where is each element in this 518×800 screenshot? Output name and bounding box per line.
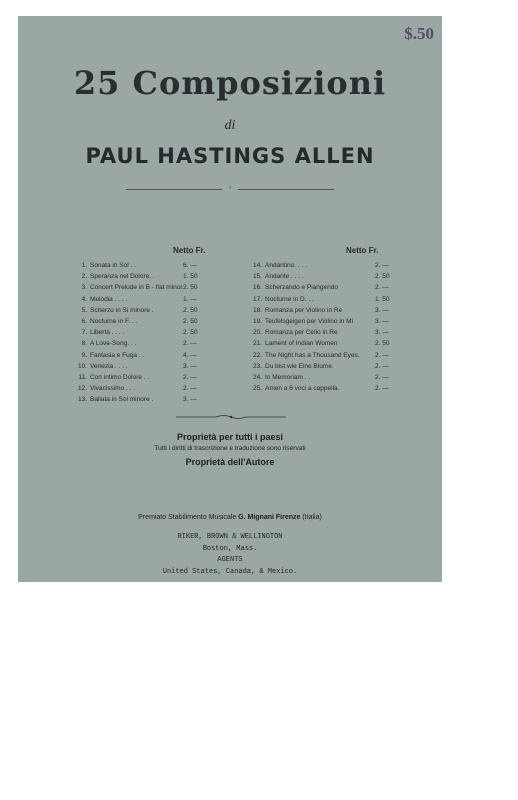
item-number: 6.: [81, 317, 87, 325]
list-item: [248, 350, 438, 361]
item-number: 22.: [252, 351, 262, 359]
agent-city: Boston, Mass.: [202, 545, 258, 553]
item-price: 4. —: [183, 351, 197, 359]
list-item: [73, 305, 273, 316]
list-item: [248, 305, 438, 316]
ornamental-rule-icon: [176, 414, 286, 420]
list-item: [73, 350, 273, 361]
item-price: 2. —: [183, 340, 197, 348]
item-price: 2. 50: [375, 273, 390, 281]
item-title: Romanza per Violino in Re: [265, 306, 343, 314]
divider-ornament-icon: ◦: [228, 183, 232, 192]
rights-line-2: Tutti i diritti di trascrizione e traduzione sono riservati: [154, 445, 306, 452]
item-number: 16.: [252, 284, 262, 292]
title-connector: di: [224, 118, 236, 133]
item-title: Libertà . . . .: [90, 329, 125, 337]
item-number: 9.: [81, 351, 87, 359]
item-title: Amen a 6 voci a cappella.: [265, 385, 340, 393]
item-price: 2. —: [375, 351, 389, 359]
list-item: [248, 327, 438, 338]
item-price: 2. —: [375, 385, 389, 393]
item-title: Concert Prelude in B - flat minor: [90, 284, 183, 292]
item-title: Romanza per Cello in Re: [265, 329, 338, 337]
item-number: 4.: [81, 295, 87, 303]
item-title: Lament of Indian Women: [265, 340, 338, 348]
list-item: [248, 282, 438, 293]
item-number: 21.: [252, 340, 262, 348]
list-item: [73, 271, 273, 282]
list-item: [73, 282, 273, 293]
works-list-right: [248, 246, 438, 394]
item-price: 2. —: [375, 284, 389, 292]
item-price: 3. —: [375, 306, 389, 314]
agent-name: RIKER, BROWN & WELLINGTON: [177, 533, 283, 541]
item-title: The Night has a Thousand Eyes.: [265, 351, 360, 359]
item-title: Con intimo Dolore . .: [90, 373, 150, 381]
list-item: [248, 294, 438, 305]
item-title: Melodia . . . .: [90, 295, 128, 303]
item-title: Vivacissimo . . .: [90, 385, 136, 393]
item-title: In Memoriam . .: [265, 373, 311, 381]
item-title: Sonata in Sol . .: [90, 262, 136, 269]
publisher-name: G. Mignani Firenze: [238, 514, 301, 521]
item-title: Nocturne in F. . .: [90, 317, 138, 325]
list-item: [73, 260, 273, 271]
works-list-left: [73, 246, 273, 405]
item-title: Du bist wie Eine Blume.: [265, 362, 334, 370]
item-title: A Love-Song. . .: [90, 340, 137, 348]
item-price: 2. 50: [183, 284, 198, 292]
list-item: [248, 383, 438, 394]
item-title: Nocturne in D. . .: [265, 295, 314, 303]
item-number: 24.: [252, 373, 262, 381]
publisher-prefix: Premiato Stabilimento Musicale: [138, 514, 239, 521]
item-number: 12.: [77, 385, 87, 393]
item-price: 2. —: [183, 373, 197, 381]
list-item: [73, 383, 273, 394]
publisher-line: [18, 514, 442, 521]
cover-page: [18, 16, 442, 582]
composer-name: PAUL HASTINGS ALLEN: [85, 144, 375, 168]
item-number: 11.: [78, 373, 87, 381]
item-title: Speranza nel Dolore. .: [90, 273, 155, 281]
item-number: 23.: [252, 362, 262, 370]
list-item: [248, 361, 438, 372]
item-price: 2. 50: [375, 340, 390, 348]
list-item: [248, 271, 438, 282]
page-title: 25 Composizioni: [73, 64, 387, 102]
item-number: 5.: [81, 306, 87, 314]
item-price: 2. —: [375, 362, 389, 370]
item-number: 18.: [252, 306, 262, 314]
item-number: 13.: [77, 396, 87, 404]
item-number: 20.: [252, 329, 262, 337]
divider-right: [238, 189, 334, 190]
rights-line-3: Proprietà dell'Autore: [185, 457, 275, 467]
item-number: 2.: [81, 273, 87, 281]
item-price: 6. —: [183, 262, 197, 269]
item-price: 2. 50: [183, 306, 198, 314]
item-price: 2. 50: [183, 329, 198, 337]
agent-territory: United States, Canada, & Mexico.: [162, 568, 298, 576]
list-item: [73, 327, 273, 338]
list-item: [73, 294, 273, 305]
item-price: 2. —: [183, 385, 197, 393]
item-number: 1.: [81, 262, 87, 269]
agent-label: AGENTS: [217, 556, 243, 564]
item-title: Andantino. . . .: [265, 262, 307, 269]
item-number: 19.: [252, 317, 262, 325]
item-title: Scherzo in Si minore .: [90, 306, 154, 314]
item-price: 1. —: [183, 295, 197, 303]
item-number: 15.: [252, 273, 262, 281]
list-item: [248, 260, 438, 271]
list-item: [73, 372, 273, 383]
list-item: [248, 338, 438, 349]
list-item: [73, 394, 273, 405]
item-number: 10.: [77, 362, 87, 370]
item-price: 3. —: [375, 317, 389, 325]
item-price: 2. —: [375, 373, 389, 381]
price-column-header: Netto Fr.: [346, 246, 379, 255]
divider-left: [126, 189, 222, 190]
price-column-header: Netto Fr.: [173, 246, 206, 255]
item-price: 3. —: [375, 329, 389, 337]
item-number: 25.: [252, 385, 262, 393]
list-item: [248, 316, 438, 327]
item-title: Venezia . . . .: [90, 362, 128, 370]
rights-line-1: Proprietà per tutti i paesi: [176, 432, 284, 442]
item-price: 2. —: [375, 262, 389, 269]
item-title: Scherzando e Piangendo: [265, 284, 339, 292]
item-title: Andante . . . .: [265, 273, 304, 281]
item-price: 2. 50: [183, 317, 198, 325]
price-stamp: $.50: [404, 24, 434, 43]
list-item: [73, 338, 273, 349]
list-item: [248, 372, 438, 383]
item-number: 3.: [81, 284, 87, 292]
item-price: 1. 50: [183, 273, 198, 281]
publisher-suffix: (Italia): [300, 514, 322, 521]
item-title: Ballata in Sol minore .: [90, 396, 154, 404]
item-title: Fantasia e Fuga . .: [90, 351, 145, 359]
item-price: 3. —: [183, 362, 197, 370]
list-item: [73, 316, 273, 327]
item-title: Teufelsgeigen per Violino in Mi: [265, 317, 354, 325]
item-number: 14.: [252, 262, 262, 269]
list-item: [73, 361, 273, 372]
item-number: 7.: [81, 329, 87, 337]
item-price: 1. 50: [375, 295, 390, 303]
item-number: 17.: [252, 295, 262, 303]
item-number: 8.: [81, 340, 87, 348]
item-price: 3. —: [183, 396, 197, 404]
